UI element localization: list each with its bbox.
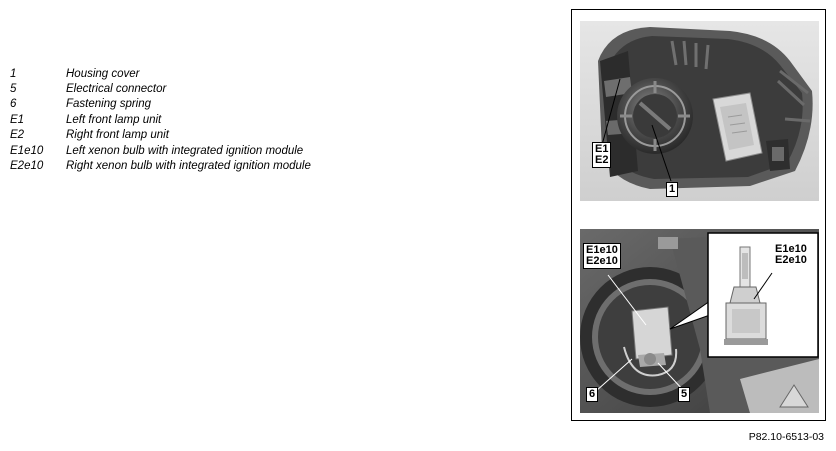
- callout-1: [666, 182, 678, 197]
- xenon-bulb-photo: [580, 229, 819, 413]
- legend-item: [10, 97, 311, 112]
- legend-text: Right front lamp unit: [66, 129, 169, 142]
- legend-item: [10, 158, 311, 173]
- figure-frame: [571, 9, 826, 421]
- callout-e2: E2: [595, 154, 609, 166]
- callout-e1-e2: [592, 142, 611, 168]
- legend-item: [10, 112, 311, 127]
- figure-id: P82.10-6513-03: [748, 431, 824, 443]
- callout-e1: E1: [595, 143, 609, 155]
- callout-6-label: 6: [589, 388, 596, 400]
- legend-code: E1: [10, 113, 25, 126]
- legend-item: [10, 128, 311, 143]
- callout-e2e10: E2e10: [586, 255, 618, 267]
- legend-item: [10, 81, 311, 96]
- legend-code: 5: [10, 83, 17, 96]
- legend-text: Right xenon bulb with integrated ignition module: [66, 160, 311, 173]
- legend-code: E1e10: [10, 144, 44, 157]
- legend-item: [10, 143, 311, 158]
- legend: [10, 66, 311, 174]
- legend-item: [10, 66, 311, 81]
- callout-e1e10-e2e10-left: [583, 243, 621, 269]
- legend-text: Housing cover: [66, 67, 140, 80]
- legend-text: Left front lamp unit: [66, 113, 162, 126]
- legend-code: 6: [10, 98, 17, 111]
- callout-5: [678, 387, 690, 402]
- legend-code: E2: [10, 129, 25, 142]
- headlamp-rear-photo: [580, 21, 819, 201]
- legend-text: Left xenon bulb with integrated ignition module: [66, 144, 304, 157]
- callout-6: [586, 387, 598, 402]
- callout-e1e10-e2e10-inset: [773, 243, 809, 267]
- callout-e1e10: E1e10: [586, 244, 618, 256]
- callout-5-label: 5: [681, 388, 688, 400]
- legend-code: E2e10: [10, 160, 44, 173]
- headlamp-rear-illustration: [580, 21, 819, 201]
- legend-text: Electrical connector: [66, 83, 167, 96]
- legend-text: Fastening spring: [66, 98, 152, 111]
- callout-e1e10: E1e10: [775, 243, 807, 255]
- legend-code: 1: [10, 67, 17, 80]
- callout-e2e10: E2e10: [775, 254, 807, 266]
- callout-1-label: 1: [669, 183, 676, 195]
